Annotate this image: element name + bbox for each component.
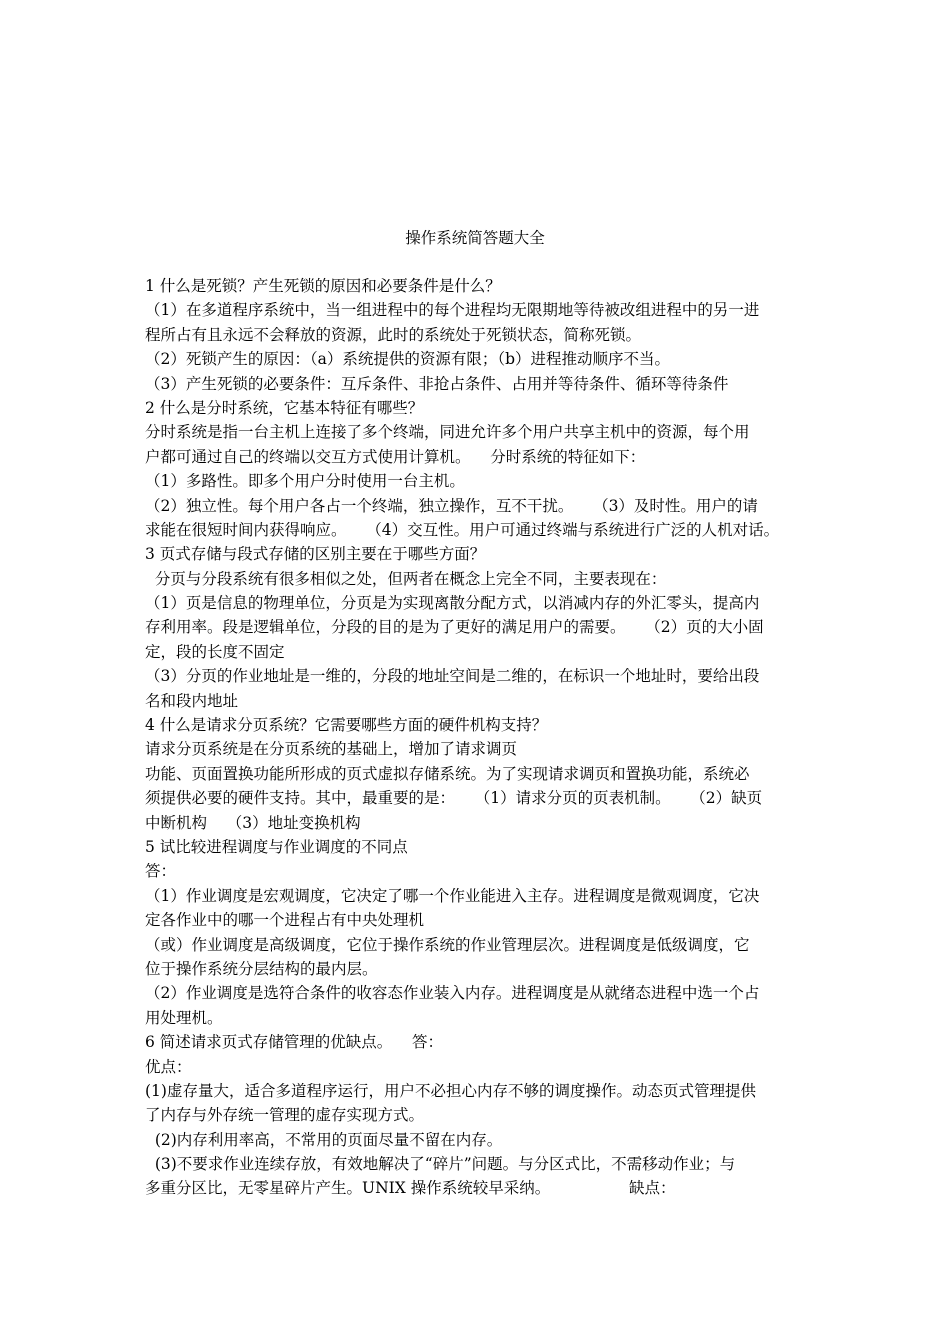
document-line: （1）页是信息的物理单位，分页是为实现离散分配方式，以消减内存的外汇零头，提高内 — [145, 594, 760, 613]
document-line: （或）作业调度是高级调度，它位于操作系统的作业管理层次。进程调度是低级调度，它 — [145, 935, 750, 954]
document-title: 操作系统简答题大全 — [405, 229, 545, 247]
document-line: 优点： — [145, 1057, 192, 1076]
document-line: （1）多路性。即多个用户分时使用一台主机。 — [145, 472, 465, 491]
document-line: 6 简述请求页式存储管理的优缺点。 答： — [145, 1033, 443, 1052]
document-line: 3 页式存储与段式存储的区别主要在于哪些方面？ — [145, 545, 486, 564]
document-line: 位于操作系统分层结构的最内层。 — [145, 959, 378, 978]
document-line: 分时系统是指一台主机上连接了多个终端，同进允许多个用户共享主机中的资源，每个用 — [145, 423, 750, 442]
document-line: 功能、页面置换功能所形成的页式虚拟存储系统。为了实现请求调页和置换功能，系统必 — [145, 764, 750, 783]
document-line: 定各作业中的哪一个进程占有中央处理机 — [145, 911, 425, 930]
document-body — [145, 274, 825, 1201]
document-line: 名和段内地址 — [145, 691, 239, 710]
document-line: (3)不要求作业连续存放，有效地解决了“碎片”问题。与分区式比，不需移动作业；与 — [145, 1155, 736, 1174]
document-line: 存利用率。段是逻辑单位，分段的目的是为了更好的满足用户的需要。 （2）页的大小固 — [145, 618, 764, 637]
document-line: 请求分页系统是在分页系统的基础上，增加了请求调页 — [145, 740, 518, 759]
document-line: 用处理机。 — [145, 1008, 223, 1027]
document-line: (1)虚存量大，适合多道程序运行，用户不必担心内存不够的调度操作。动态页式管理提供 — [145, 1081, 756, 1100]
document-line: 程所占有且永远不会释放的资源，此时的系统处于死锁状态，简称死锁。 — [145, 325, 642, 344]
document-line: 5 试比较进程调度与作业调度的不同点 — [145, 837, 408, 856]
document-line: 求能在很短时间内获得响应。 （4）交互性。用户可通过终端与系统进行广泛的人机对话。 — [145, 520, 780, 539]
document-line: 中断机构 （3）地址变换机构 — [145, 813, 361, 832]
document-line: 户都可通过自己的终端以交互方式使用计算机。 分时系统的特征如下： — [145, 447, 646, 466]
document-line: 分页与分段系统有很多相似之处，但两者在概念上完全不同，主要表现在： — [145, 569, 667, 588]
document-line: （1）作业调度是宏观调度，它决定了哪一个作业能进入主存。进程调度是微观调度，它决 — [145, 886, 760, 905]
document-line: 1 什么是死锁？产生死锁的原因和必要条件是什么？ — [145, 277, 501, 295]
document-line: (2)内存利用率高，不常用的页面尽量不留在内存。 — [145, 1130, 503, 1149]
document-line: 2 什么是分时系统，它基本特征有哪些？ — [145, 398, 424, 417]
document-line: 答： — [145, 862, 177, 881]
document-line: 4 什么是请求分页系统？它需要哪些方面的硬件机构支持？ — [145, 716, 548, 735]
document-line: （1）在多道程序系统中，当一组进程中的每个进程均无限期地等待被改组进程中的另一进 — [145, 301, 760, 320]
document-line: 多重分区比，无零星碎片产生。UNIX 操作系统较早采纳。 缺点： — [145, 1179, 676, 1198]
document-line: 须提供必要的硬件支持。其中，最重要的是： （1）请求分页的页表机制。 （2）缺页 — [145, 789, 763, 808]
document-line: （3）产生死锁的必要条件：互斥条件、非抢占条件、占用并等待条件、循环等待条件 — [145, 374, 729, 393]
document-line: （2）死锁产生的原因：（a）系统提供的资源有限；（b）进程推动顺序不当。 — [145, 350, 671, 369]
document-line: 定，段的长度不固定 — [145, 642, 285, 661]
document-line: （3）分页的作业地址是一维的，分段的地址空间是二维的，在标识一个地址时，要给出段 — [145, 667, 760, 686]
document-line: （2）作业调度是选符合条件的收容态作业装入内存。进程调度是从就绪态进程中选一个占 — [145, 984, 760, 1003]
document-line: 了内存与外存统一管理的虚存实现方式。 — [145, 1106, 425, 1125]
document-line: （2）独立性。每个用户各占一个终端，独立操作，互不干扰。 （3）及时性。用户的请 — [145, 496, 758, 515]
